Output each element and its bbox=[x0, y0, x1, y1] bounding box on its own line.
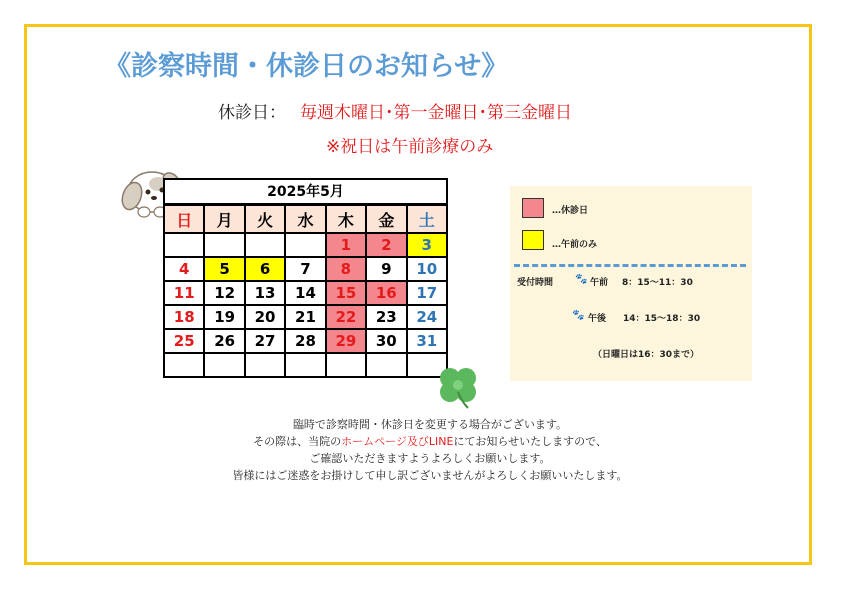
day-cell: 1 bbox=[326, 233, 366, 257]
clover-illustration bbox=[432, 362, 484, 410]
closed-days-value: 毎週木曜日･第一金曜日･第三金曜日 bbox=[300, 103, 572, 123]
day-cell bbox=[164, 233, 204, 257]
day-cell: 28 bbox=[285, 329, 325, 353]
day-cell bbox=[285, 233, 325, 257]
day-cell bbox=[245, 233, 285, 257]
notice-text: その際は、当院の bbox=[253, 435, 342, 448]
day-cell: 19 bbox=[204, 305, 244, 329]
week-row bbox=[164, 329, 447, 353]
pm-time: 14：15～18：30 bbox=[623, 314, 701, 324]
am-time: 8：15～11：30 bbox=[622, 278, 693, 288]
day-cell bbox=[164, 353, 204, 377]
week-row bbox=[164, 233, 447, 257]
day-cell: 2 bbox=[366, 233, 406, 257]
weekday-row bbox=[164, 205, 447, 233]
day-cell bbox=[245, 353, 285, 377]
day-cell: 25 bbox=[164, 329, 204, 353]
divider bbox=[514, 264, 746, 267]
day-cell: 29 bbox=[326, 329, 366, 353]
morning-swatch bbox=[522, 230, 544, 250]
weekday-thu: 木 bbox=[326, 205, 366, 233]
weekday-sun: 日 bbox=[164, 205, 204, 233]
day-cell: 6 bbox=[245, 257, 285, 281]
day-cell: 17 bbox=[407, 281, 447, 305]
day-cell bbox=[285, 353, 325, 377]
am-label: 午前 bbox=[590, 278, 609, 288]
holiday-note: ※祝日は午前診療のみ bbox=[326, 137, 494, 157]
notice-line bbox=[180, 433, 680, 450]
day-cell: 26 bbox=[204, 329, 244, 353]
day-cell: 8 bbox=[326, 257, 366, 281]
closed-swatch bbox=[522, 198, 544, 218]
day-cell: 10 bbox=[407, 257, 447, 281]
calendar-month: 2025年5月 bbox=[163, 178, 448, 204]
page-title: 《診察時間・休診日のお知らせ》 bbox=[104, 51, 509, 82]
day-cell: 20 bbox=[245, 305, 285, 329]
calendar bbox=[163, 178, 448, 378]
day-cell bbox=[326, 353, 366, 377]
day-cell: 14 bbox=[285, 281, 325, 305]
day-cell bbox=[366, 353, 406, 377]
calendar-grid bbox=[163, 204, 448, 378]
day-cell: 4 bbox=[164, 257, 204, 281]
morning-legend-label: …午前のみ bbox=[552, 240, 598, 250]
day-cell: 15 bbox=[326, 281, 366, 305]
weekday-tue: 火 bbox=[245, 205, 285, 233]
weekday-sat: 土 bbox=[407, 205, 447, 233]
notice-line: 臨時で診察時間・休診日を変更する場合がございます。 bbox=[292, 418, 568, 431]
weekday-mon: 月 bbox=[204, 205, 244, 233]
day-cell bbox=[204, 233, 244, 257]
sunday-note: （日曜日は16：30まで） bbox=[593, 350, 700, 360]
notice-message bbox=[180, 416, 680, 484]
weekday-wed: 水 bbox=[285, 205, 325, 233]
paw-icon: 🐾 bbox=[575, 274, 588, 285]
day-cell: 11 bbox=[164, 281, 204, 305]
day-cell: 23 bbox=[366, 305, 406, 329]
day-cell: 31 bbox=[407, 329, 447, 353]
closed-legend-label: …休診日 bbox=[552, 206, 589, 216]
hours-label: 受付時間 bbox=[517, 278, 554, 288]
pm-label: 午後 bbox=[588, 314, 607, 324]
closed-days-line bbox=[218, 98, 572, 123]
notice-highlight: ホームページ及びLINE bbox=[341, 435, 454, 448]
day-cell: 16 bbox=[366, 281, 406, 305]
day-cell: 5 bbox=[204, 257, 244, 281]
weekday-fri: 金 bbox=[366, 205, 406, 233]
week-row bbox=[164, 353, 447, 377]
day-cell: 3 bbox=[407, 233, 447, 257]
day-cell bbox=[204, 353, 244, 377]
week-row bbox=[164, 257, 447, 281]
week-row bbox=[164, 281, 447, 305]
day-cell: 12 bbox=[204, 281, 244, 305]
notice-text: にてお知らせいたしますので、 bbox=[453, 435, 607, 448]
day-cell: 30 bbox=[366, 329, 406, 353]
day-cell: 21 bbox=[285, 305, 325, 329]
paw-icon: 🐾 bbox=[572, 310, 585, 321]
notice-line: ご確認いただきますようよろしくお願いします。 bbox=[309, 452, 551, 465]
day-cell: 22 bbox=[326, 305, 366, 329]
day-cell: 24 bbox=[407, 305, 447, 329]
day-cell: 7 bbox=[285, 257, 325, 281]
day-cell: 9 bbox=[366, 257, 406, 281]
notice-line: 皆様にはご迷惑をお掛けして申し訳ございませんがよろしくお願いいたします。 bbox=[232, 469, 628, 482]
day-cell: 13 bbox=[245, 281, 285, 305]
week-row bbox=[164, 305, 447, 329]
closed-days-label: 休診日： bbox=[218, 103, 286, 123]
legend-box bbox=[510, 186, 752, 381]
day-cell: 27 bbox=[245, 329, 285, 353]
day-cell: 18 bbox=[164, 305, 204, 329]
